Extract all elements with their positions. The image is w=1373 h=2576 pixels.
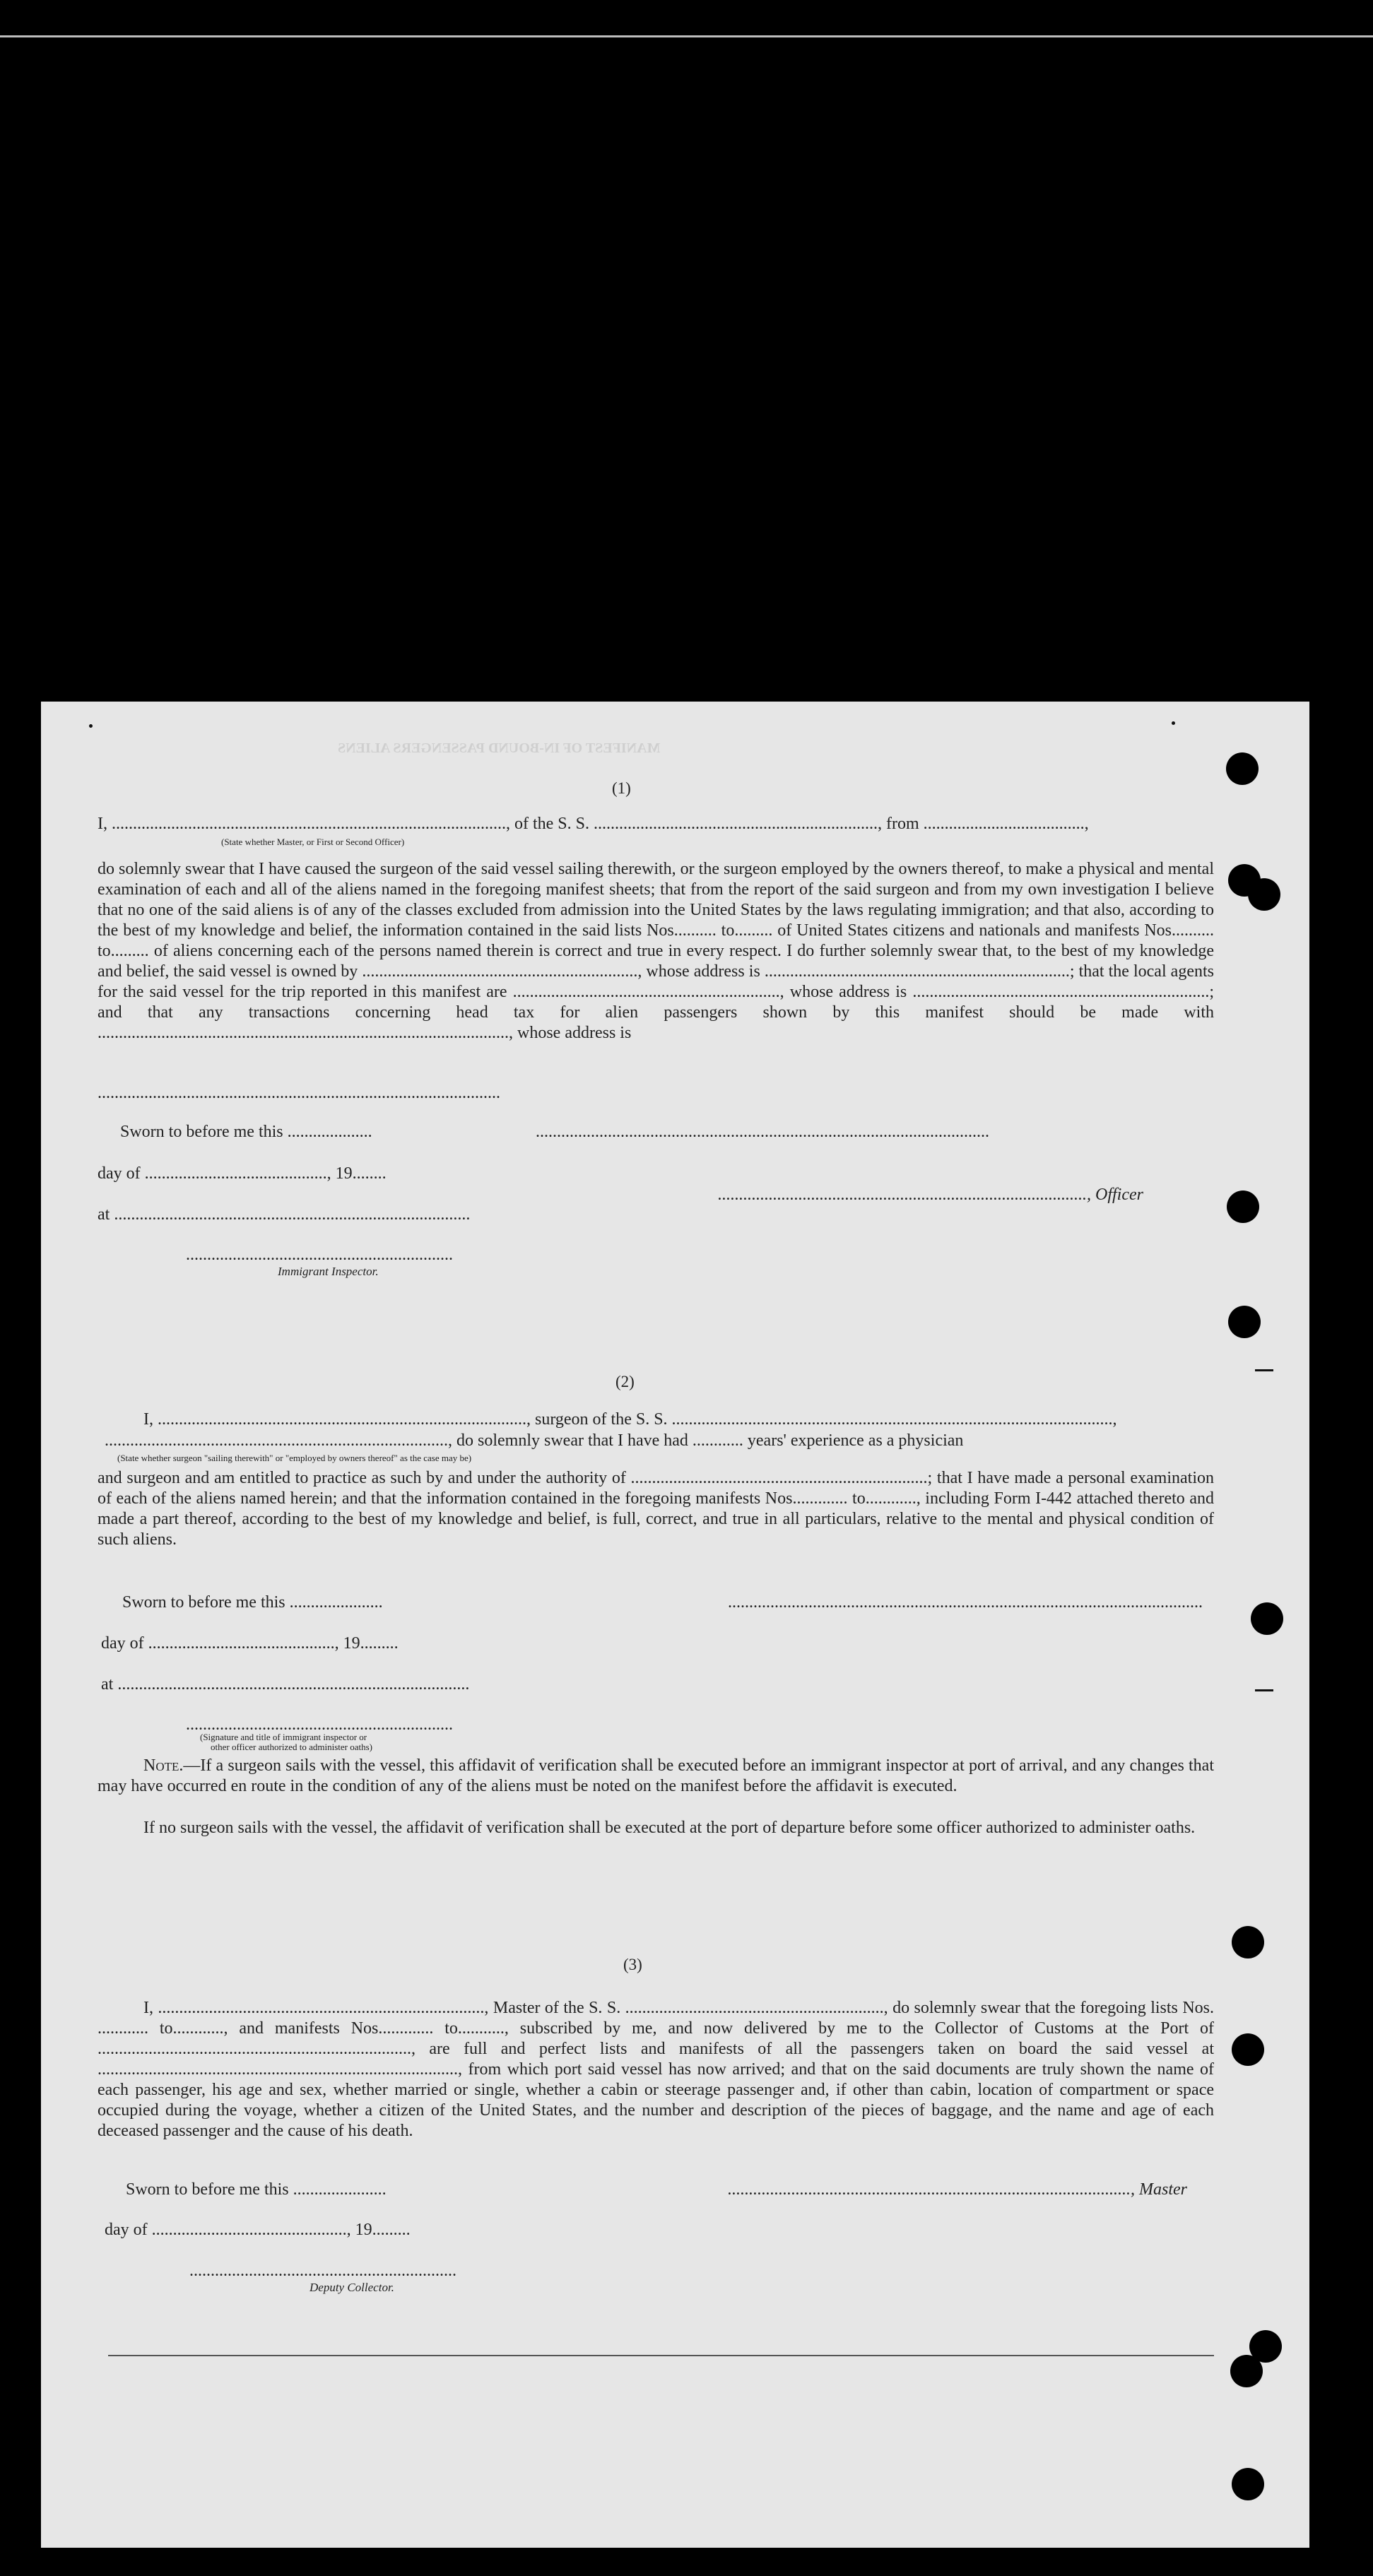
note-label: Note. xyxy=(143,1756,184,1775)
bleed-through-text: MANIFEST OF IN-BOUND PASSENGERS ALIENS xyxy=(338,740,661,756)
section2-sworn: Sworn to before me this ...................... xyxy=(122,1593,383,1612)
section2-signature-caption-1: (Signature and title of immigrant inspector or xyxy=(200,1732,367,1742)
section3-master: ..............................................................................................., Master xyxy=(728,2180,1187,2199)
bottom-rule xyxy=(108,2355,1214,2356)
section2-line2: ................................................................................., do solemnly swear that I have had ............ years' experience as a physician xyxy=(105,1431,964,1450)
section3-day: day of .............................................., 19......... xyxy=(105,2221,411,2239)
binder-hole xyxy=(1232,2468,1264,2500)
speck xyxy=(1172,721,1175,725)
note-text: —If a surgeon sails with the vessel, this affidavit of verification shall be executed before an immigrant inspector at port of arrival, and any changes that may have occurred en route in the condition of any of the aliens must be noted on the manifest before the affidavit is executed. xyxy=(98,1756,1214,1795)
binder-hole xyxy=(1251,1602,1283,1635)
section2-line1: I, ......................................................................................., surgeon of the S. S. ........................................................................................................, xyxy=(143,1410,1117,1429)
section2-at: at ................................................................................... xyxy=(101,1675,470,1694)
section1-sworn: Sworn to before me this .................... xyxy=(120,1123,372,1141)
speck xyxy=(89,724,93,728)
binder-hole xyxy=(1228,1306,1261,1338)
section2-sworn-right: ................................................................................................................ xyxy=(728,1593,1203,1612)
section1-paragraph: do solemnly swear that I have caused the surgeon of the said vessel sailing therewith, or the surgeon employed by the owners thereof, to make a physical and mental examination of each and all of the aliens named in the foregoing manifest sheets; that from the report of the said surgeon and from my own investigation I believe that no one of the said aliens is of any of the classes excluded from admission into the United States by the laws regulating immigration; and that also, according to the best of my knowledge and belief, the information contained in the said lists Nos.......... to......... of United States citizens and nationals and manifests Nos.......... to......... of aliens concerning each of the persons named therein is correct and true in every respect. I do further solemnly swear that, to the best of my knowledge and belief, the said vessel is owned by ................................................................., whose address is ........................................................................; that the local agents for the said vessel for the trip reported in this manifest are ..............................................................., whose address is ......................................................................; and that any transactions concerning head tax for alien passengers shown by this manifest should be made with ................................................................................................., whose address is xyxy=(98,860,1215,1042)
section-number-3: (3) xyxy=(623,1956,642,1973)
section-number-1: (1) xyxy=(612,779,631,797)
section2-paragraph: and surgeon and am entitled to practice as such by and under the authority of ......................................................................; that I have made a personal examination of each of the aliens named herein; and that the information contained in the foregoing manifests Nos............. to............, including Form I-442 attached thereto and made a part thereof, according to the best of my knowledge and belief, is full, correct, and true in all particulars, relative to the mental and physical condition of such aliens. xyxy=(98,1469,1214,1549)
top-scan-edge xyxy=(0,35,1373,37)
section3-collector-label: Deputy Collector. xyxy=(310,2281,394,2294)
manifest-page xyxy=(41,702,1309,2548)
section2-signature-caption-2: other officer authorized to administer oaths) xyxy=(211,1742,372,1752)
section1-officer: ......................................................................................., Officer xyxy=(718,1186,1143,1204)
binder-hole xyxy=(1232,2033,1264,2066)
section1-day: day of ..........................................., 19........ xyxy=(98,1164,387,1183)
binder-hole xyxy=(1230,2355,1263,2387)
section-number-2: (2) xyxy=(615,1373,635,1390)
section3-paragraph: I, ............................................................................., Master of the S. S. ............................................................., do solemnly swear that the foregoing lists Nos. ............ to............, and manifests Nos............. to..........., subscribed by me, and now delivered by me to the Collector of Customs at the Port of .........................................................................., are full and perfect lists and manifests of all the passengers taken on board the said vessel at ....................................................................................., from which port said vessel has now arrived; and that on the said documents are truly shown the name of each passenger, his age and sex, whether married or single, whether a cabin or steerage passenger and, if other than cabin, location of compartment or space occupied during the voyage, whether a citizen of the United States, and the number and description of the pieces of baggage, and the name and age of each deceased passenger and the cause of his death. xyxy=(98,1999,1214,2140)
binder-hole xyxy=(1227,1190,1259,1223)
section2-signature-line: ............................................................... xyxy=(186,1715,453,1734)
section1-inspector-line: ............................................................... xyxy=(186,1246,453,1264)
margin-dash xyxy=(1255,1689,1273,1691)
section1-dotted-tail: ............................................................................................... xyxy=(98,1084,500,1102)
section1-at: at .................................................................................... xyxy=(98,1205,471,1224)
section1-caption: (State whether Master, or First or Second Officer) xyxy=(221,837,405,847)
section2-caption: (State whether surgeon "sailing therewith" or "employed by owners thereof" as the case may be) xyxy=(117,1453,472,1463)
binder-hole xyxy=(1226,752,1259,785)
section2-day: day of ............................................, 19......... xyxy=(101,1634,399,1653)
section2-note xyxy=(98,1756,1214,1797)
section3-collector-line: ............................................................... xyxy=(189,2262,456,2280)
binder-hole xyxy=(1248,878,1280,911)
section1-sworn-right: ........................................................................................................... xyxy=(536,1123,989,1141)
margin-dash xyxy=(1255,1369,1273,1371)
section3-sworn: Sworn to before me this ...................... xyxy=(126,2180,387,2199)
binder-hole xyxy=(1232,1926,1264,1958)
section1-inspector-label: Immigrant Inspector. xyxy=(278,1265,379,1278)
section2-note2: If no surgeon sails with the vessel, the affidavit of verification shall be executed at the port of departure before some officer authorized to administer oaths. xyxy=(143,1819,1196,1837)
section1-line1: I, ............................................................................................., of the S. S. ..................................................................., from ......................................, xyxy=(98,815,1089,833)
